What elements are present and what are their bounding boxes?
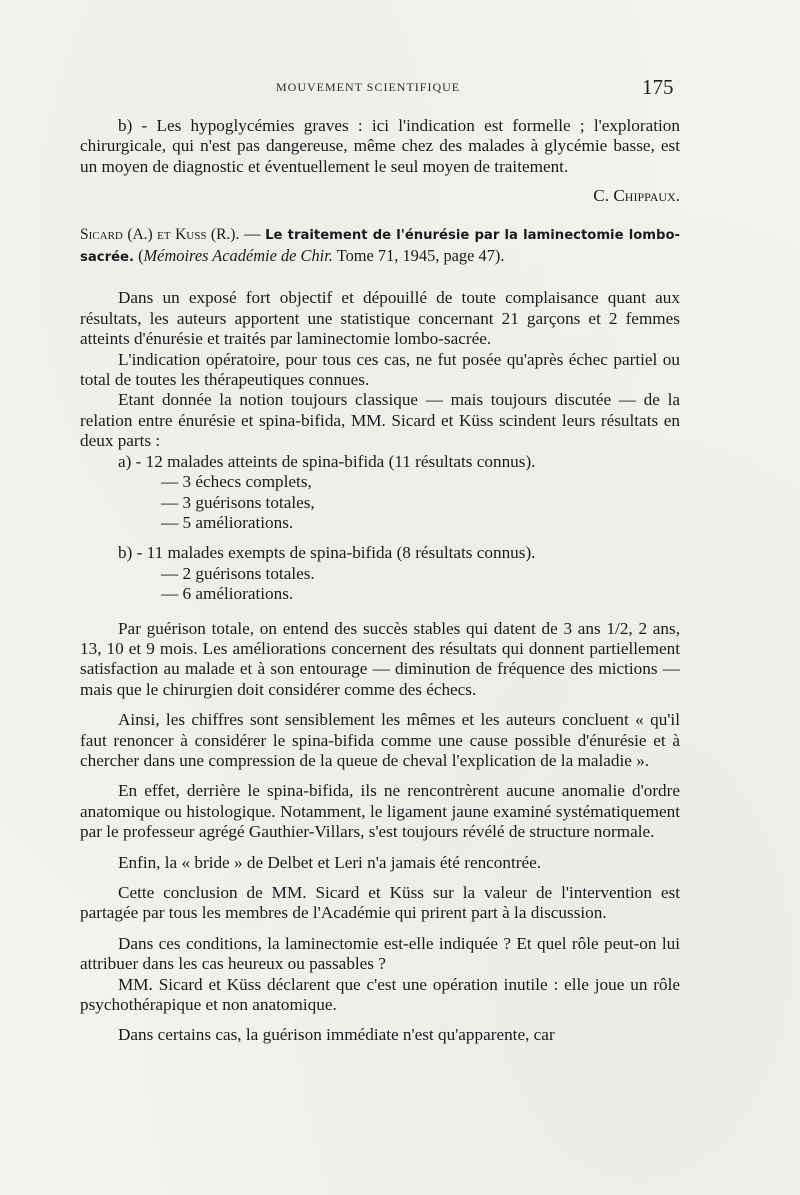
reference-dash: — xyxy=(239,223,266,243)
running-head: MOUVEMENT SCIENTIFIQUE xyxy=(276,80,461,94)
reference-authors: Sicard (A.) et Kuss (R.). xyxy=(80,225,240,243)
paragraph-chiffres: Ainsi, les chiffres sont sensiblement les mêmes et les auteurs concluent « qu'il faut renoncer à considérer le spina-bifida comme une cause possible d'énurésie et à chercher dans une compression de la queue de cheval l'explication de la maladie ». xyxy=(80,710,680,770)
paragraph-guerison: Par guérison totale, on entend des succès stables qui datent de 3 ans 1/2, 2 ans, 13, 10 et 9 mois. Les améliorations concernent des résultats qui donnent partiellement satisfaction au malade et à son entourage — diminution de fréquence des mictions — mais que le chirurgien doit considérer comme des échecs. xyxy=(80,618,680,699)
paragraph-conditions: Dans ces conditions, la laminectomie est-elle indiquée ? Et quel rôle peut-on lui attribuer dans les cas heureux ou passables ? xyxy=(80,933,680,974)
list-b-heading: b) - 11 malades exempts de spina-bifida (8 résultats connus). xyxy=(118,543,536,563)
reference-open-paren: ( xyxy=(133,246,144,266)
paragraph-notion: Etant donnée la notion toujours classique — mais toujours discutée — de la relation entre énurésie et spina-bifida, MM. Sicard et Küss scindent leurs résultats en deux parts : xyxy=(80,390,680,451)
paragraph-indication: L'indication opératoire, pour tous ces cas, ne fut posée qu'après échec partiel ou total de toutes les thérapeutiques connues. xyxy=(80,349,680,390)
list-a-heading: a) - 12 malades atteints de spina-bifida (11 résultats connus). xyxy=(118,451,536,471)
paragraph-bride: Enfin, la « bride » de Delbet et Leri n'a jamais été rencontrée. xyxy=(118,852,542,872)
bibliographic-reference xyxy=(80,224,680,269)
list-a-item: — 5 améliorations. xyxy=(161,512,294,532)
paragraph-expose: Dans un exposé fort objectif et dépouillé de toute complaisance quant aux résultats, les auteurs apportent une statistique concernant 21 garçons et 2 femmes atteints d'énurésie et traités par laminectomie lombo-sacrée. xyxy=(80,288,680,349)
list-a-item: — 3 échecs complets, xyxy=(161,472,312,492)
author-signature: C. Chippaux. xyxy=(593,186,680,206)
page-header xyxy=(0,75,800,102)
paragraph-guerison-apparente: Dans certains cas, la guérison immédiate n'est qu'apparente, car xyxy=(118,1025,555,1045)
paragraph-hypoglycemies: b) - Les hypoglycémies graves : ici l'indication est formelle ; l'exploration chirurgicale, qui n'est pas dangereuse, même chez des malades à glycémie basse, est un moyen de diagnostic et éventuellement le seul moyen de traitement. xyxy=(80,116,680,176)
reference-details: Tome 71, 1945, page 47). xyxy=(332,246,505,266)
list-b-item: — 2 guérisons totales. xyxy=(161,563,315,583)
paragraph-operation-inutile: MM. Sicard et Küss déclarent que c'est une opération inutile : elle joue un rôle psychothérapique et non anatomique. xyxy=(80,974,680,1015)
reference-journal: Mémoires Académie de Chir. xyxy=(143,246,333,266)
list-b-item: — 6 améliorations. xyxy=(161,584,294,604)
page-number: 175 xyxy=(642,75,674,99)
paragraph-conclusion: Cette conclusion de MM. Sicard et Küss sur la valeur de l'intervention est partagée par tous les membres de l'Académie qui prirent part à la discussion. xyxy=(80,883,680,923)
paragraph-en-effet: En effet, derrière le spina-bifida, ils ne rencontrèrent aucune anomalie d'ordre anatomique ou histologique. Notamment, le ligament jaune examiné systématiquement par le professeur agrégé Gauthier-Villars, s'est toujours révélé de structure normale. xyxy=(80,781,680,842)
list-a-item: — 3 guérisons totales, xyxy=(161,492,315,512)
reference-title: Le traitement de l'énurésie par la laminectomie lombo-sacrée. xyxy=(80,227,680,266)
body-text xyxy=(80,116,680,1046)
